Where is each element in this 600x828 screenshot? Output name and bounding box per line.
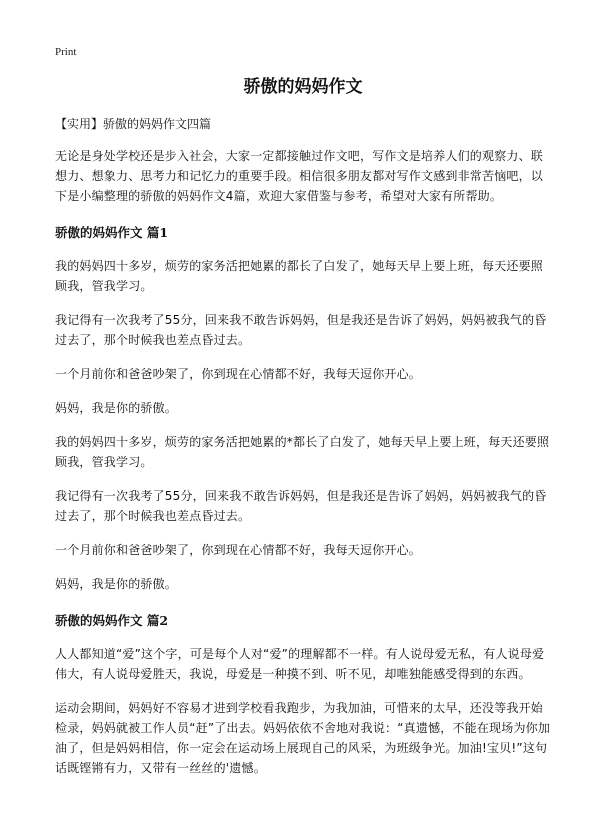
section-1-paragraph: 妈妈，我是你的骄傲。: [55, 577, 178, 591]
section-1-paragraph: 我的妈妈四十多岁，烦劳的家务活把她累的都长了白发了，她每天早上要上班，每天还要照顾我，管我学习。: [55, 259, 544, 293]
section-1-paragraph: 一个月前你和爸爸吵架了，你到现在心情都不好，我每天逗你开心。: [55, 543, 422, 557]
section-2-paragraph: 运动会期间，妈妈好不容易才进到学校看我跑步，为我加油，可惜来的太早，还没等我开始检录，妈妈就被工作人员“赶”了出去。妈妈依依不舍地对我说：“真遗憾，不能在现场为你加油了，但是妈妈相信，你一定会在运动场上展现自己的风采，为班级争光。加油!宝贝!”这句话既铿锵有力，又带有一丝丝的'遗憾。: [55, 701, 551, 775]
section-1-paragraph: 妈妈，我是你的骄傲。: [55, 401, 178, 415]
section-1-paragraph: 我记得有一次我考了55分，回来我不敢告诉妈妈，但是我还是告诉了妈妈，妈妈被我气的昏过去了，那个时候我也差点昏过去。: [55, 313, 547, 347]
section-1-paragraph: 一个月前你和爸爸吵架了，你到现在心情都不好，我每天逗你开心。: [55, 367, 422, 381]
document-page: [55, 46, 551, 778]
print-label[interactable]: Print: [55, 46, 77, 58]
intro-paragraph: 无论是身处学校还是步入社会，大家一定都接触过作文吧，写作文是培养人们的观察力、联想力、想象力、思考力和记忆力的重要手段。相信很多朋友都对写作文感到非常苦恼吧，以下是小编整理的骄傲的妈妈作文4篇，欢迎大家借鉴与参考，希望对大家有所帮助。: [55, 149, 544, 203]
section-2-paragraph: 人人都知道“爱”这个字，可是每个人对“爱”的理解都不一样。有人说母爱无私，有人说母爱伟大，有人说母爱胜天，我说，母爱是一种摸不到、听不见，却唯独能感受得到的东西。: [55, 647, 545, 681]
document-title: 骄傲的妈妈作文: [243, 77, 363, 97]
section-1-paragraph: 我记得有一次我考了55分，回来我不敢告诉妈妈，但是我还是告诉了妈妈，妈妈被我气的昏过去了，那个时候我也差点昏过去。: [55, 489, 547, 523]
section-heading-2: 骄傲的妈妈作文 篇2: [55, 613, 169, 628]
document-subtitle: 【实用】骄傲的妈妈作文四篇: [55, 117, 212, 131]
section-heading-1: 骄傲的妈妈作文 篇1: [55, 225, 169, 240]
section-1-paragraph: 我的妈妈四十多岁，烦劳的家务活把她累的*都长了白发了，她每天早上要上班，每天还要照顾我，管我学习。: [55, 435, 550, 469]
